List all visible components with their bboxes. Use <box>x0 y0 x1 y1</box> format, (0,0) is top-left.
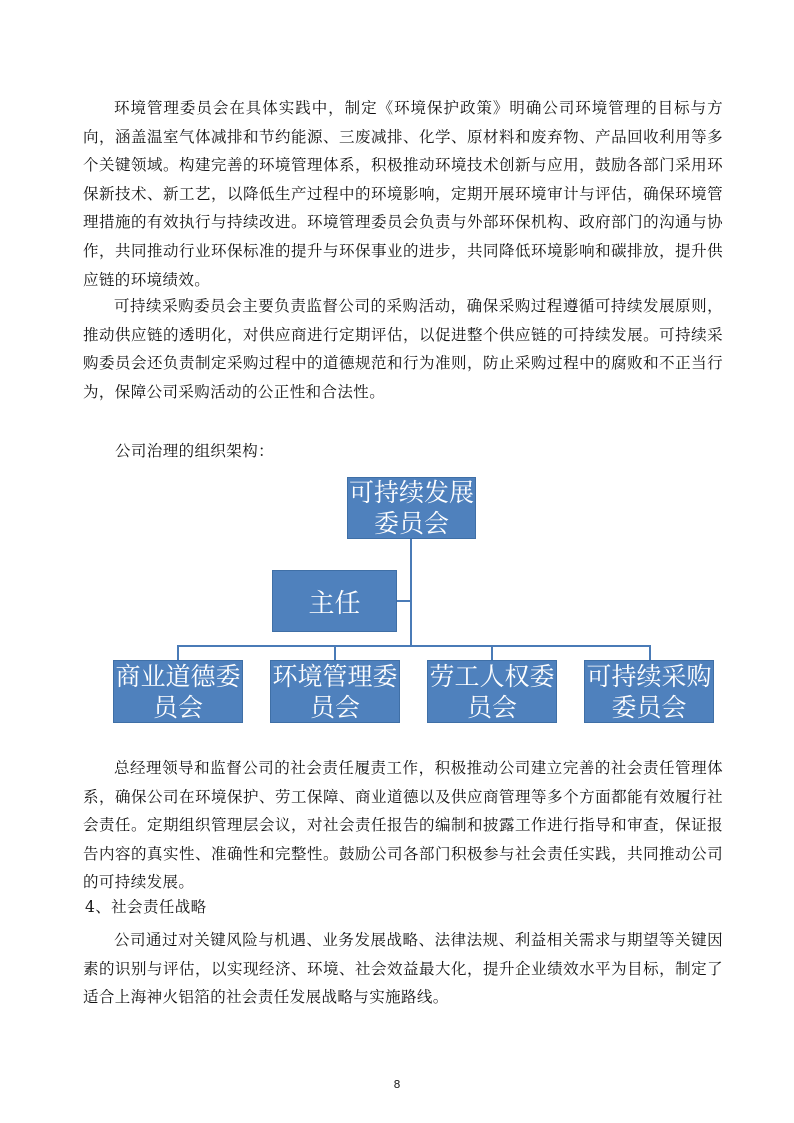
page-number: 8 <box>393 1078 401 1091</box>
node-line-2: 员会 <box>309 692 360 722</box>
node-line-2: 员会 <box>466 692 517 722</box>
node-line-2: 委员会 <box>611 692 687 722</box>
connector-assistant <box>397 600 411 602</box>
node-line-1: 可持续采购 <box>586 661 712 691</box>
node-line-1: 商业道德委 <box>115 661 241 691</box>
connector-bus <box>177 645 651 647</box>
paragraph-general-manager: 总经理领导和监督公司的社会责任履责工作，积极推动公司建立完善的社会责任管理体系，确保公司在环境保护、劳工保障、商业道德以及供应商管理等多个方面都能有效履行社会责任。定期组织管理层会议，对社会责任报告的编制和披露工作进行指导和审查，保证报告内容的真实性、准确性和完整性。鼓励公司各部门积极参与社会责任实践，共同推动公司的可持续发展。 <box>83 759 723 892</box>
node-line-1: 环境管理委 <box>272 661 398 691</box>
node-label: 主任 <box>308 588 361 619</box>
paragraph-csr-strategy: 公司通过对关键风险与机遇、业务发展战略、法律法规、利益相关需求与期望等关键因素的识别与评估，以实现经济、环境、社会效益最大化，提升企业绩效水平为目标，制定了适合上海神火铝箔的社会责任发展战略与实施路线。 <box>83 931 723 1007</box>
org-node-sustainability-committee <box>347 477 476 539</box>
org-node-labor-rights-committee <box>427 660 557 723</box>
connector-trunk <box>410 539 412 646</box>
connector-child-1 <box>177 645 179 661</box>
paragraph-procurement-committee: 可持续采购委员会主要负责监督公司的采购活动，确保采购过程遵循可持续发展原则，推动供应链的透明化，对供应商进行定期评估，以促进整个供应链的可持续发展。可持续采购委员会还负责制定采购过程中的道德规范和行为准则，防止采购过程中的腐败和不正当行为，保障公司采购活动的公正性和合法性。 <box>83 297 723 401</box>
node-line-1: 劳工人权委 <box>429 661 555 691</box>
node-line-1: 可持续发展 <box>348 478 474 507</box>
org-chart-caption: 公司治理的组织架构： <box>115 442 275 460</box>
connector-child-4 <box>649 645 651 661</box>
org-node-environment-committee <box>270 660 400 723</box>
connector-child-2 <box>334 645 336 661</box>
org-node-director <box>272 570 397 632</box>
section-heading: 4、社会责任战略 <box>85 898 207 916</box>
org-node-sustainable-procurement-committee <box>584 660 714 723</box>
node-line-2: 委员会 <box>373 509 449 538</box>
paragraph-environment-committee: 环境管理委员会在具体实践中，制定《环境保护政策》明确公司环境管理的目标与方向，涵盖温室气体减排和节约能源、三废减排、化学、原材料和废弃物、产品回收利用等多个关键领域。构建完善的环境管理体系，积极推动环境技术创新与应用，鼓励各部门采用环保新技术、新工艺，以降低生产过程中的环境影响，定期开展环境审计与评估，确保环境管理措施的有效执行与持续改进。环境管理委员会负责与外部环保机构、政府部门的沟通与协作，共同推动行业环保标准的提升与环保事业的进步，共同降低环境影响和碳排放，提升供应链的环境绩效。 <box>83 99 723 289</box>
connector-child-3 <box>491 645 493 661</box>
node-line-2: 员会 <box>152 692 203 722</box>
org-node-business-ethics-committee <box>113 660 243 723</box>
